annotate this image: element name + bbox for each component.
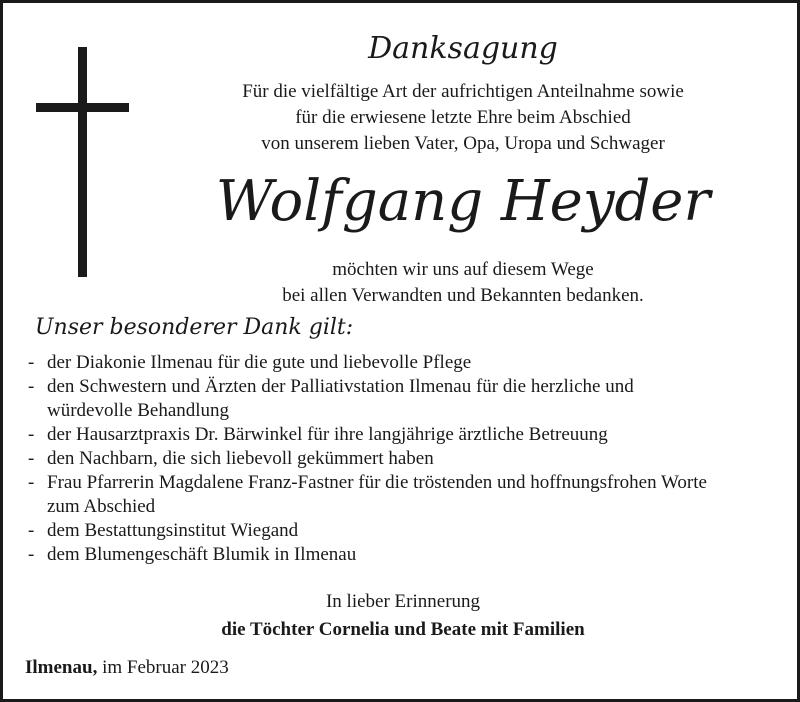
list-item-line: den Nachbarn, die sich liebevoll gekümmert haben: [47, 448, 434, 469]
bullet-dash: -: [28, 472, 35, 493]
bullet-dash: -: [28, 376, 35, 397]
list-item-line: der Diakonie Ilmenau für die gute und liebevolle Pflege: [47, 352, 472, 373]
list-item: [25, 375, 785, 423]
place-date: [25, 655, 229, 681]
closing-text: [183, 257, 743, 309]
signoff-line: In lieber Erinnerung: [325, 591, 481, 612]
bullet-dash: -: [28, 544, 35, 565]
intro-line: Für die vielfältige Art der aufrichtigen Anteilnahme sowie: [242, 81, 684, 102]
cross-vertical-bar: [78, 47, 87, 277]
deceased-name: Wolfgang Heyder: [215, 169, 711, 234]
list-item: [25, 519, 785, 543]
bullet-dash: -: [28, 352, 35, 373]
list-item: [25, 471, 785, 519]
closing-line: möchten wir uns auf diesem Wege: [332, 259, 594, 280]
date: im Februar 2023: [102, 657, 229, 678]
list-item-line: der Hausarztpraxis Dr. Bärwinkel für ihre langjährige ärztliche Betreuung: [47, 424, 608, 445]
cross-horizontal-bar: [36, 103, 129, 112]
bullet-dash: -: [28, 424, 35, 445]
thanks-list: [25, 351, 785, 567]
list-item: [25, 423, 785, 447]
intro-line: für die erwiesene letzte Ehre beim Abschied: [295, 107, 631, 128]
notice-heading: Danksagung: [368, 31, 558, 66]
list-item-line: zum Abschied: [47, 496, 156, 517]
list-item-line: Frau Pfarrerin Magdalene Franz-Fastner für die tröstenden und hoffnungsfrohen Worte: [47, 472, 707, 493]
list-item-line: den Schwestern und Ärzten der Palliativstation Ilmenau für die herzliche und: [47, 376, 634, 397]
bullet-dash: -: [28, 520, 35, 541]
intro-line: von unserem lieben Vater, Opa, Uropa und Schwager: [261, 133, 665, 154]
closing-line: bei allen Verwandten und Bekannten bedanken.: [282, 285, 644, 306]
thanks-heading: Unser besonderer Dank gilt:: [35, 315, 354, 340]
place: Ilmenau,: [25, 657, 98, 678]
list-item-line: würdevolle Behandlung: [47, 400, 230, 421]
list-item-line: dem Bestattungsinstitut Wiegand: [47, 520, 299, 541]
intro-text: [183, 79, 743, 157]
list-item: [25, 543, 785, 567]
bullet-dash: -: [28, 448, 35, 469]
list-item: [25, 351, 785, 375]
list-item-line: dem Blumengeschäft Blumik in Ilmenau: [47, 544, 357, 565]
list-item: [25, 447, 785, 471]
signoff-names: die Töchter Cornelia und Beate mit Familien: [221, 619, 585, 640]
